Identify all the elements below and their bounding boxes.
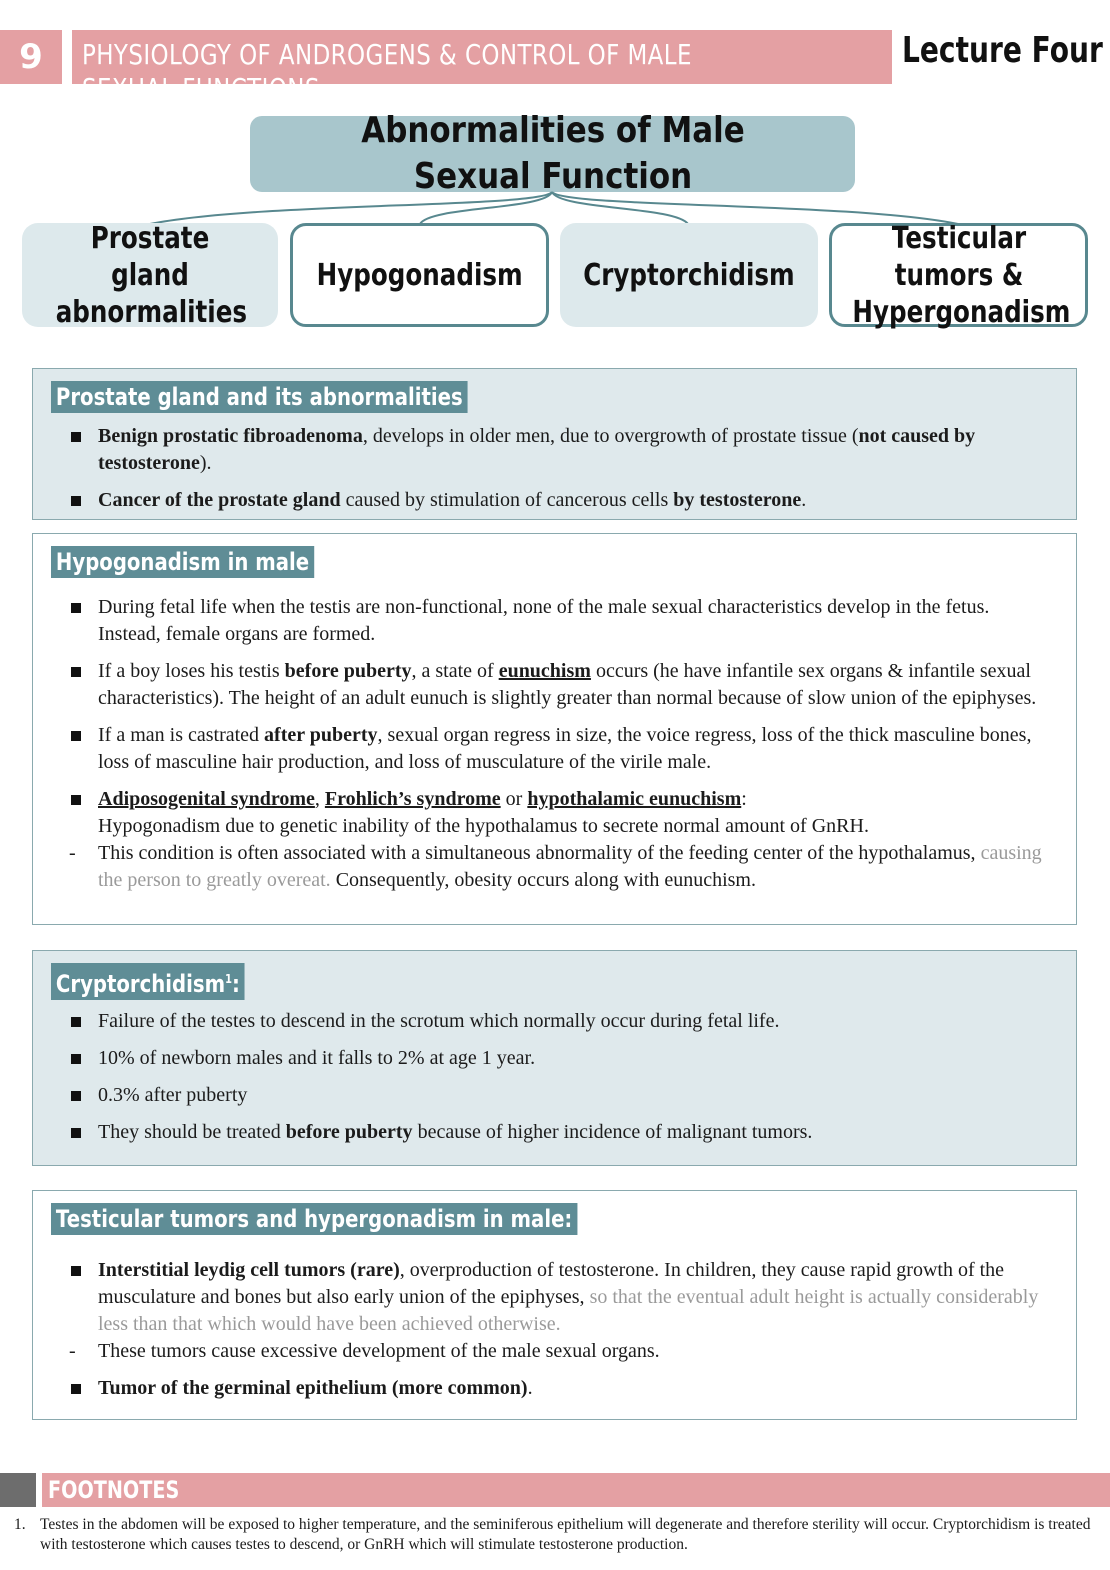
cryptorchidism-list <box>51 1008 1054 1146</box>
list-item: 10% of newborn males and it falls to 2% at age 1 year. <box>51 1045 1054 1072</box>
node-prostate <box>22 220 278 330</box>
header-gap <box>62 30 72 84</box>
hypogonadism-list <box>51 594 1054 894</box>
diagram-title: Abnormalities of Male Sexual Function <box>360 110 745 197</box>
list-item: Cancer of the prostate gland caused by stimulation of cancerous cells by testosterone. <box>51 487 1054 514</box>
node-prostate-label: Prostate gland abnormalities <box>55 220 248 330</box>
list-item: Failure of the testes to descend in the scrotum which normally occur during fetal life. <box>51 1008 1054 1035</box>
list-item: If a boy loses his testis before puberty, a state of eunuchism occurs (he have infantile sex organs & infantile sexual characteristics). The height of an adult eunuch is slightly greater than normal because of slow union of the epiphyses. <box>51 658 1054 712</box>
node-cryptorchidism <box>560 223 818 327</box>
header-bar <box>72 30 892 105</box>
list-item: They should be treated before puberty because of higher incidence of malignant tumors. <box>51 1119 1054 1146</box>
footnotes-title: FOOTNOTES <box>48 1476 180 1504</box>
list-item: Benign prostatic fibroadenoma, develops in older men, due to overgrowth of prostate tissue (not caused by testosterone). <box>51 423 1054 477</box>
section-prostate-heading: Prostate gland and its abnormalities <box>51 381 468 413</box>
node-hypogonadism <box>290 223 549 327</box>
list-item: - These tumors cause excessive development of the male sexual organs. <box>51 1338 1054 1365</box>
section-hypogonadism-heading: Hypogonadism in male <box>51 546 314 578</box>
tumors-list <box>51 1257 1054 1402</box>
list-item: 0.3% after puberty <box>51 1082 1054 1109</box>
section-tumors-heading: Testicular tumors and hypergonadism in male: <box>51 1203 577 1235</box>
header-title: PHYSIOLOGY OF ANDROGENS & CONTROL OF MALE SEXUAL FUNCTIONS <box>82 38 692 105</box>
section-prostate <box>32 368 1077 520</box>
node-cryptorchidism-label: Cryptorchidism <box>583 257 795 293</box>
list-item: Adiposogenital syndrome, Frohlich’s syndrome or hypothalamic eunuchism: Hypogonadism due to genetic inability of the hypothalamus to secrete normal amount of GnRH. <box>51 786 1054 840</box>
section-testicular-tumors <box>32 1190 1077 1420</box>
node-hypogonadism-label: Hypogonadism <box>316 257 523 293</box>
section-cryptorchidism <box>32 950 1077 1166</box>
prostate-list <box>51 423 1054 514</box>
node-testicular-tumors <box>829 220 1088 330</box>
section-hypogonadism <box>32 533 1077 925</box>
list-item: If a man is castrated after puberty, sexual organ regress in size, the voice regress, loss of the thick masculine bones, loss of masculine hair production, and loss of musculature of the virile male. <box>51 722 1054 776</box>
node-testicular-label: Testicular tumors & Hypergonadism <box>851 220 1070 330</box>
footnote-number: 1. <box>14 1516 26 1533</box>
list-item: During fetal life when the testis are non-functional, none of the male sexual characteristics develop in the fetus. Instead, female organs are formed. <box>51 594 1054 648</box>
section-cryptorchidism-heading: Cryptorchidism$^1$: <box>51 963 245 1000</box>
list-item: - This condition is often associated with a simultaneous abnormality of the feeding center of the hypothalamus, causing the person to greatly overeat. Consequently, obesity occurs along with eunuchism. <box>51 840 1054 894</box>
list-item: Tumor of the germinal epithelium (more common). <box>51 1375 1054 1402</box>
footnote-1 <box>14 1515 1094 1555</box>
footnotes-marker <box>0 1473 36 1507</box>
lecture-label: Lecture Four <box>902 30 1103 71</box>
footnotes-bar <box>42 1473 1110 1507</box>
list-item: Interstitial leydig cell tumors (rare), overproduction of testosterone. In children, they cause rapid growth of the musculature and bones but also early union of the epiphyses, so that the eventual adult height is actually considerably less than that which would have been achieved otherwise. <box>51 1257 1054 1338</box>
footnote-text: Testes in the abdomen will be exposed to higher temperature, and the seminiferous epithelium will degenerate and therefore sterility will occur. Cryptorchidism is treated with testosterone which causes testes to descend, or GnRH which will stimulate testosterone production. <box>40 1516 1091 1553</box>
chapter-number: 9 <box>0 30 62 84</box>
